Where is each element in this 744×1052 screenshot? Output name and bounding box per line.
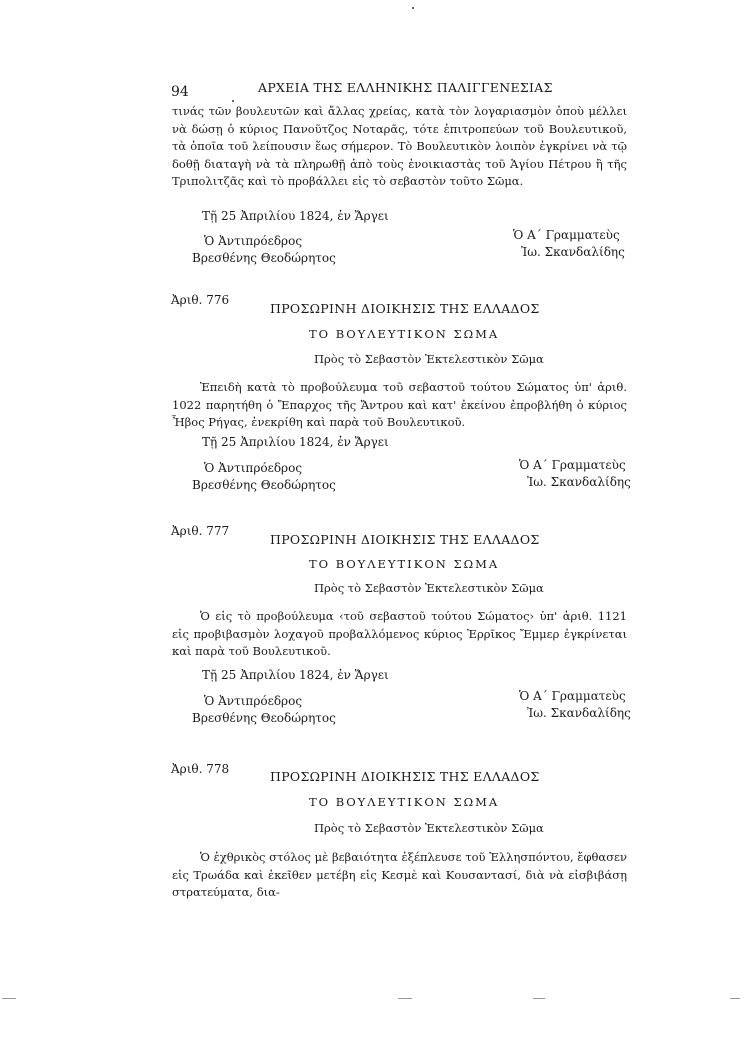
signature-name: Ἰω. Σκανδαλίδης bbox=[527, 475, 631, 489]
document-text bbox=[172, 849, 627, 902]
vice-president-signature bbox=[192, 233, 336, 267]
signature-title: Ὁ Α΄ Γραμματεὺς bbox=[513, 228, 620, 242]
signature-title: Ὁ Ἀντιπρόεδρος bbox=[204, 694, 303, 708]
scan-mark bbox=[533, 998, 545, 999]
scan-mark bbox=[398, 998, 412, 999]
heading-government: ΠΡΟΣΩΡΙΝΗ ΔΙΟΙΚΗΣΙΣ ΤΗΣ ΕΛΛΑΔΟΣ bbox=[270, 301, 540, 316]
document-number: Ἀριθ. 777 bbox=[171, 524, 230, 538]
date-line: Τῇ 25 Ἀπριλίου 1824, ἐν Ἄργει bbox=[202, 209, 389, 223]
heading-addressee: Πρὸς τὸ Σεβαστὸν Ἐκτελεστικὸν Σῶμα bbox=[314, 581, 544, 595]
paragraph-text: Ὁ εἰς τὸ προβούλευμα ‹τοῦ σεβαστοῦ τούτου Σώματος› ὑπ' ἀριθ. 1121 εἰς προβιβασμὸν λοχαγοῦ προβαλλόμενος κύριος Ἐρρῖκος Ἔμμερ ἐγκρίνεται καὶ παρὰ τοῦ Βουλευτικοῦ. bbox=[172, 609, 627, 658]
heading-addressee: Πρὸς τὸ Σεβαστὸν Ἐκτελεστικὸν Σῶμα bbox=[314, 352, 544, 366]
heading-addressee: Πρὸς τὸ Σεβαστὸν Ἐκτελεστικὸν Σῶμα bbox=[314, 821, 544, 835]
signature-title: Ὁ Α΄ Γραμματεὺς bbox=[519, 689, 626, 703]
paragraph-text: Ἐπειδὴ κατὰ τὸ προβούλευμα τοῦ σεβαστοῦ τούτου Σώματος ὑπ' ἀριθ. 1022 παρητήθη ὁ Ἔπαρχος τῆς Ἄντρου καὶ κατ' ἐκείνου ἐπροβλήθη ὁ κύριος Ἦβος Ρήγας, ἐνεκρίθη καὶ παρὰ τοῦ Βουλευτικοῦ. bbox=[172, 380, 627, 429]
document-number: Ἀριθ. 776 bbox=[171, 293, 230, 307]
vice-president-signature bbox=[192, 460, 336, 494]
running-header: ΑΡΧΕΙΑ ΤΗΣ ΕΛΛΗΝΙΚΗΣ ΠΑΛΙΓΓΕΝΕΣΙΑΣ bbox=[258, 80, 553, 95]
continuation-paragraph bbox=[172, 103, 627, 191]
signature-name: Ἰω. Σκανδαλίδης bbox=[527, 706, 631, 720]
paragraph-text: τινάς τῶν βουλευτῶν καὶ ἄλλας χρείας, κατὰ τὸν λογαριασμὸν ὁποὺ μέλλει νὰ δώσῃ ὁ κύριος Πανοῦτζος Νοταρᾶς, τότε ἐπιτροπεύων τοῦ Βουλευτικοῦ, τὰ ὁποῖα τοῦ λείπουσιν ἕως σήμερον. Τὸ Βουλευτικὸν λοιπὸν ἐγκρίνει νὰ τῷ δοθῇ διαταγὴ νὰ τὰ πληρωθῇ ἀπὸ τοὺς ἐνοικιαστὰς τοῦ Ἁγίου Πέτρου ἢ τῆς Τριπολιτζᾶς καὶ τὸ προβάλλει εἰς τὸ σεβαστὸν τοῦτο Σῶμα. bbox=[172, 104, 627, 188]
scan-speck bbox=[232, 100, 234, 102]
signature-title: Ὁ Α΄ Γραμματεὺς bbox=[519, 458, 626, 472]
date-line: Τῇ 25 Ἀπριλίου 1824, ἐν Ἄργει bbox=[202, 668, 389, 682]
signature-title: Ὁ Ἀντιπρόεδρος bbox=[204, 234, 303, 248]
document-text bbox=[172, 608, 627, 661]
heading-government: ΠΡΟΣΩΡΙΝΗ ΔΙΟΙΚΗΣΙΣ ΤΗΣ ΕΛΛΑΔΟΣ bbox=[270, 532, 540, 547]
signature-name: Βρεσθένης Θεοδώρητος bbox=[192, 251, 336, 265]
heading-body: ΤΟ ΒΟΥΛΕΥΤΙΚΟΝ ΣΩΜΑ bbox=[309, 327, 500, 341]
vice-president-signature bbox=[192, 693, 336, 727]
paragraph-text: Ὁ ἐχθρικὸς στόλος μὲ βεβαιότητα ἐξέπλευσε τοῦ Ἑλλησπόντου, ἔφθασεν εἰς Τρωάδα καὶ ἐκεῖθεν μετέβη εἰς Κεσμὲ καὶ Κουσαντασί, διὰ νὰ εἰσβιβάσῃ στρατεύματα, δια- bbox=[172, 850, 627, 899]
signature-name: Βρεσθένης Θεοδώρητος bbox=[192, 711, 336, 725]
date-line: Τῇ 25 Ἀπριλίου 1824, ἐν Ἄργει bbox=[202, 435, 389, 449]
document-number: Ἀριθ. 778 bbox=[171, 762, 230, 776]
secretary-signature bbox=[519, 688, 631, 722]
heading-government: ΠΡΟΣΩΡΙΝΗ ΔΙΟΙΚΗΣΙΣ ΤΗΣ ΕΛΛΑΔΟΣ bbox=[270, 769, 540, 784]
heading-body: ΤΟ ΒΟΥΛΕΥΤΙΚΟΝ ΣΩΜΑ bbox=[309, 795, 500, 809]
scan-speck bbox=[412, 7, 414, 9]
heading-body: ΤΟ ΒΟΥΛΕΥΤΙΚΟΝ ΣΩΜΑ bbox=[309, 557, 500, 571]
signature-name: Βρεσθένης Θεοδώρητος bbox=[192, 478, 336, 492]
scan-mark bbox=[2, 998, 16, 999]
secretary-signature bbox=[513, 227, 625, 261]
signature-title: Ὁ Ἀντιπρόεδρος bbox=[204, 461, 303, 475]
page-number: 94 bbox=[171, 84, 189, 100]
signature-name: Ἰω. Σκανδαλίδης bbox=[521, 245, 625, 259]
scan-mark bbox=[730, 998, 740, 999]
document-text bbox=[172, 379, 627, 432]
secretary-signature bbox=[519, 457, 631, 491]
